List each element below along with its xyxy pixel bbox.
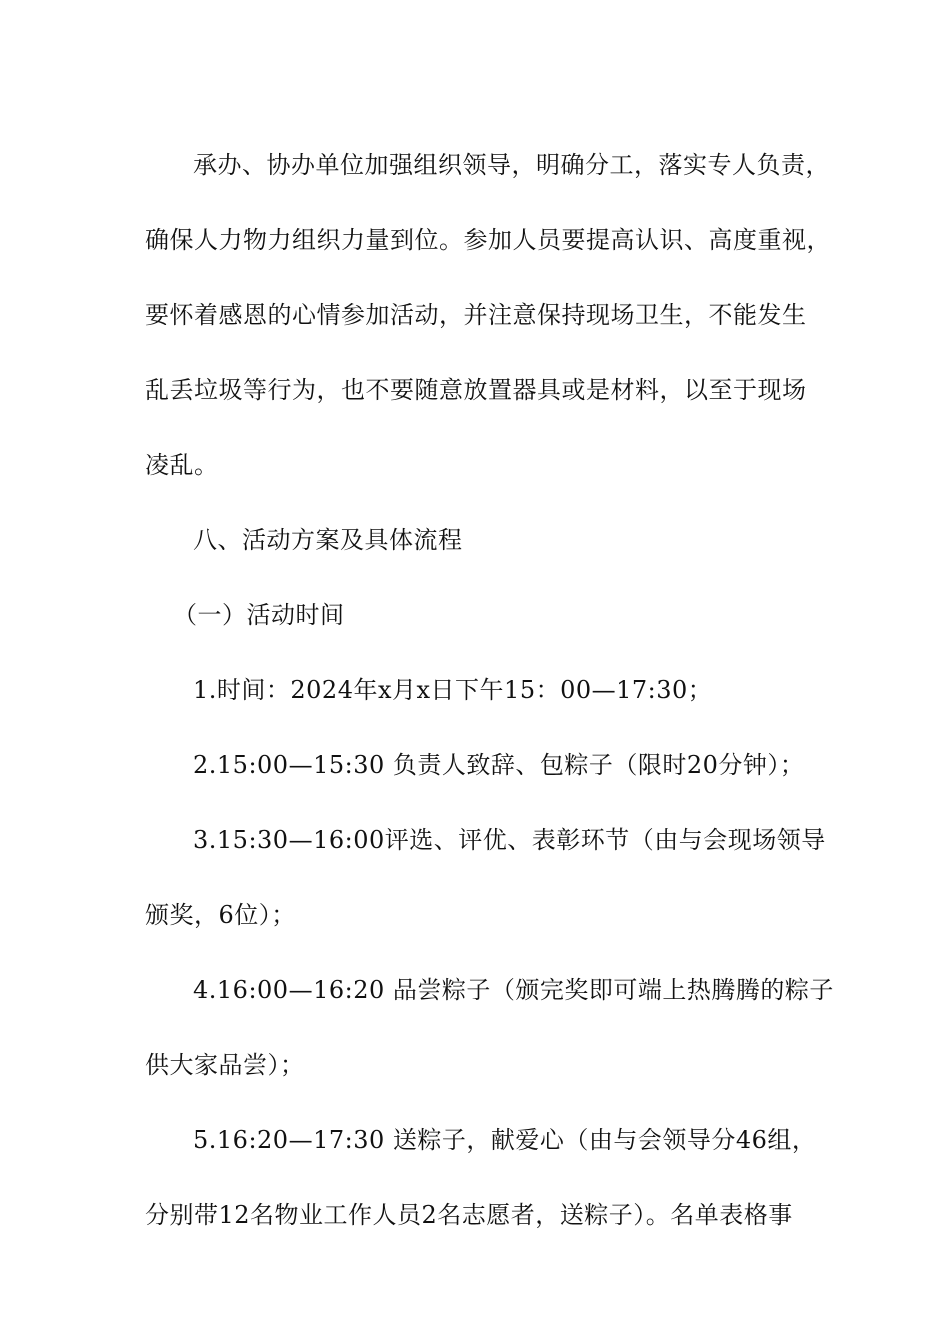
paragraph-line: 乱丢垃圾等行为，也不要随意放置器具或是材料，以至于现场 [145, 376, 807, 404]
list-item: 4.16:00—16:20 品尝粽子（颁完奖即可端上热腾腾的粽子 [193, 976, 834, 1004]
paragraph-line: 凌乱。 [145, 451, 219, 479]
paragraph-line: 要怀着感恩的心情参加活动，并注意保持现场卫生，不能发生 [145, 301, 807, 329]
section-heading: 八、活动方案及具体流程 [193, 526, 463, 554]
list-item: 3.15:30—16:00评选、评优、表彰环节（由与会现场领导 [193, 826, 826, 854]
list-item: 2.15:00—15:30 负责人致辞、包粽子（限时20分钟）； [193, 751, 805, 779]
paragraph-line: 承办、协办单位加强组织领导，明确分工，落实专人负责， [193, 151, 830, 179]
list-item-continuation: 供大家品尝）； [145, 1051, 305, 1079]
list-item: 5.16:20—17:30 送粽子，献爱心（由与会领导分46组， [193, 1126, 817, 1154]
document-page [145, 128, 834, 1253]
list-item-continuation: 分别带12名物业工作人员2名志愿者，送粽子）。名单表格事 [145, 1201, 793, 1229]
list-item: 1.时间：2024年x月x日下午15：00—17:30； [193, 676, 713, 704]
subsection-heading: （一）活动时间 [173, 601, 345, 629]
list-item-continuation: 颁奖，6位）； [145, 901, 296, 929]
paragraph-line: 确保人力物力组织力量到位。参加人员要提高认识、高度重视， [145, 226, 831, 254]
